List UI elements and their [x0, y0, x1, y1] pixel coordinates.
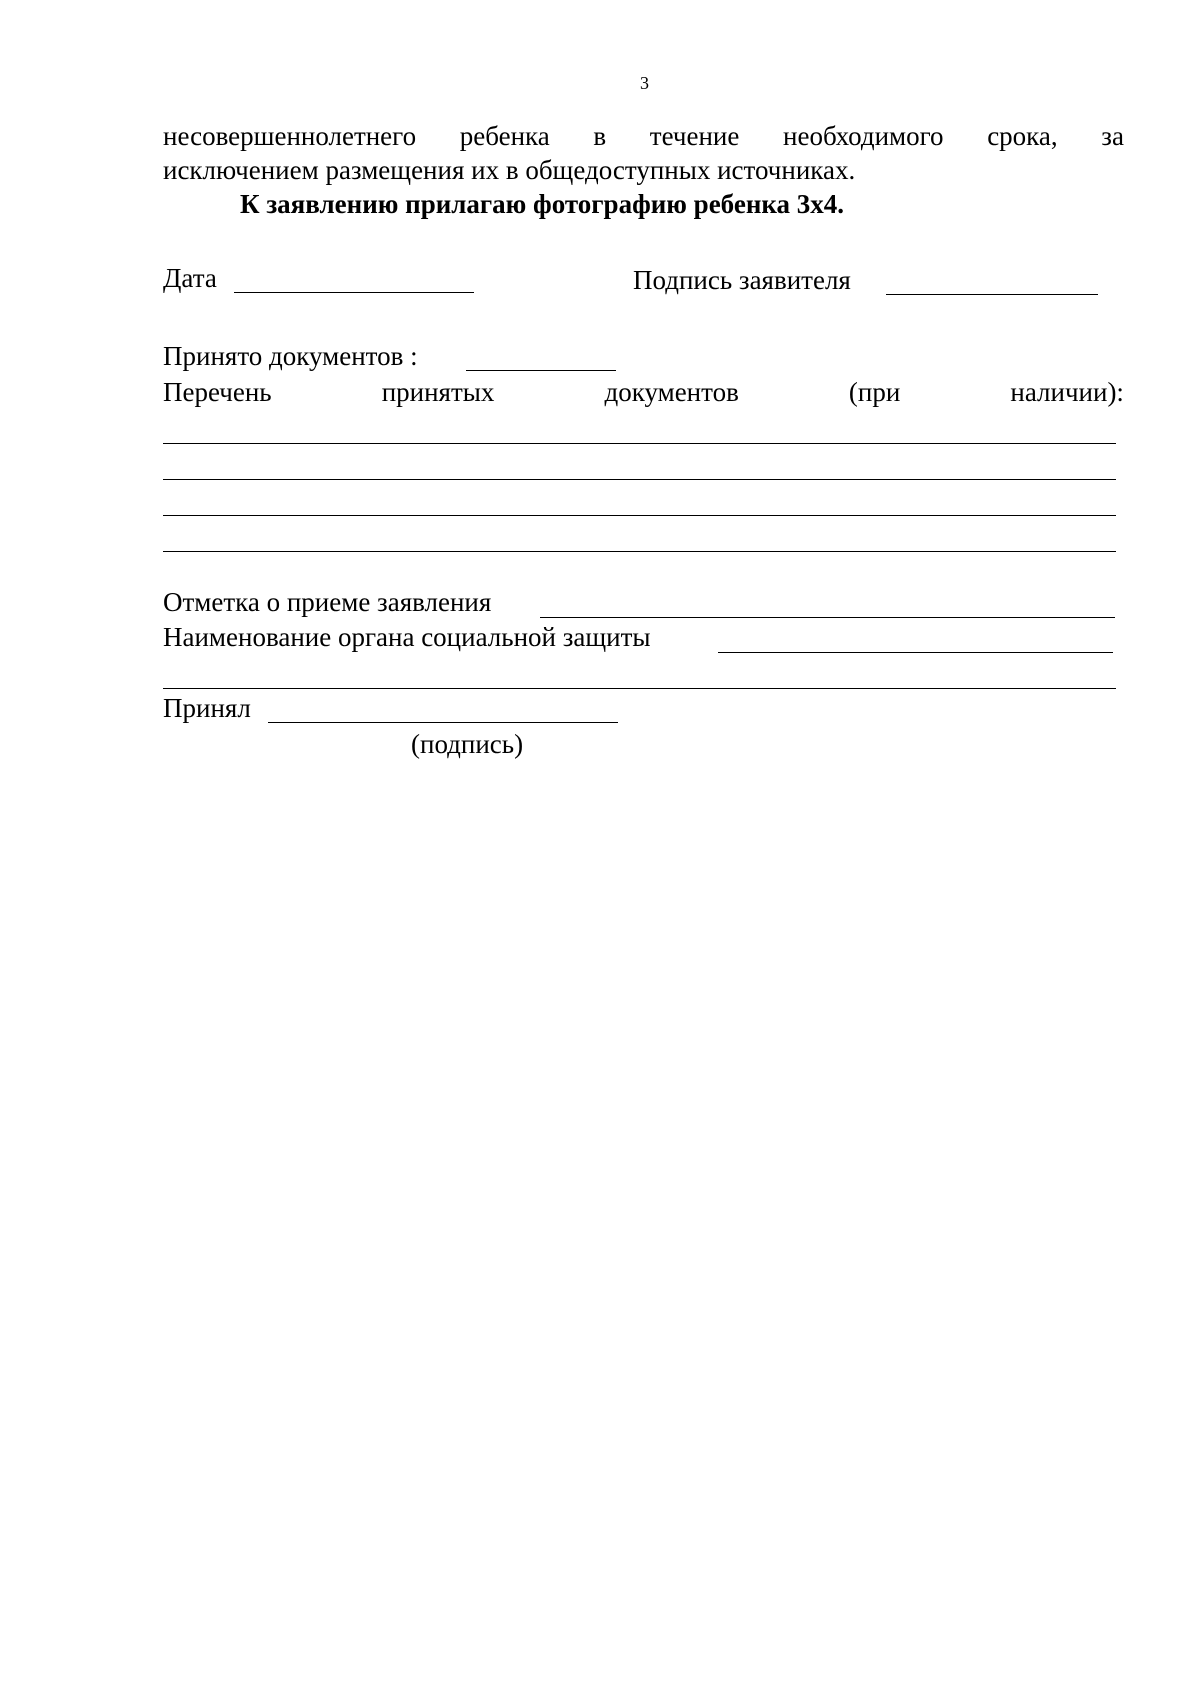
accepted-count-label: Принято документов :: [163, 341, 418, 371]
intro-line-1-word: несовершеннолетнего: [163, 121, 417, 151]
applicant-signature-label: Подпись заявителя: [633, 265, 851, 295]
date-field: [234, 292, 474, 293]
accepted-by-label: Принял: [163, 693, 251, 723]
intro-line-1-word: за: [1101, 121, 1124, 151]
documents-list-line-2: [163, 479, 1116, 480]
documents-list-line-1: [163, 443, 1116, 444]
social-protection-organ-field: [718, 652, 1113, 653]
accepted-count-field: [466, 370, 616, 371]
page-number: 3: [640, 73, 649, 93]
documents-list-word: принятых: [381, 377, 495, 407]
intro-line-1-word: срока,: [987, 121, 1058, 151]
intro-line-1-word: течение: [649, 121, 740, 151]
social-protection-organ-field-continued: [163, 688, 1116, 689]
reception-mark-field: [540, 617, 1115, 618]
intro-line-2: исключением размещения их в общедоступных источниках.: [163, 155, 856, 185]
documents-list-word: (при: [848, 377, 901, 407]
intro-line-1-word: необходимого: [783, 121, 944, 151]
documents-list-word: наличии):: [1010, 377, 1124, 407]
intro-line-1-word: в: [593, 121, 607, 151]
documents-list-word: Перечень: [163, 377, 272, 407]
documents-list-line-4: [163, 551, 1116, 552]
reception-mark-label: Отметка о приеме заявления: [163, 587, 492, 617]
intro-line-1-word: ребенка: [459, 121, 550, 151]
intro-line-1: [163, 120, 1124, 152]
attachment-note: К заявлению прилагаю фотографию ребенка 3х4.: [240, 189, 845, 219]
accepted-by-signature-field: [268, 722, 618, 723]
applicant-signature-field: [886, 294, 1098, 295]
date-label: Дата: [163, 263, 217, 293]
documents-list-line-3: [163, 515, 1116, 516]
social-protection-organ-label: Наименование органа социальной защиты: [163, 622, 651, 652]
documents-list-label: [163, 376, 1124, 408]
documents-list-word: документов: [604, 377, 739, 407]
signature-caption: (подпись): [411, 729, 524, 759]
